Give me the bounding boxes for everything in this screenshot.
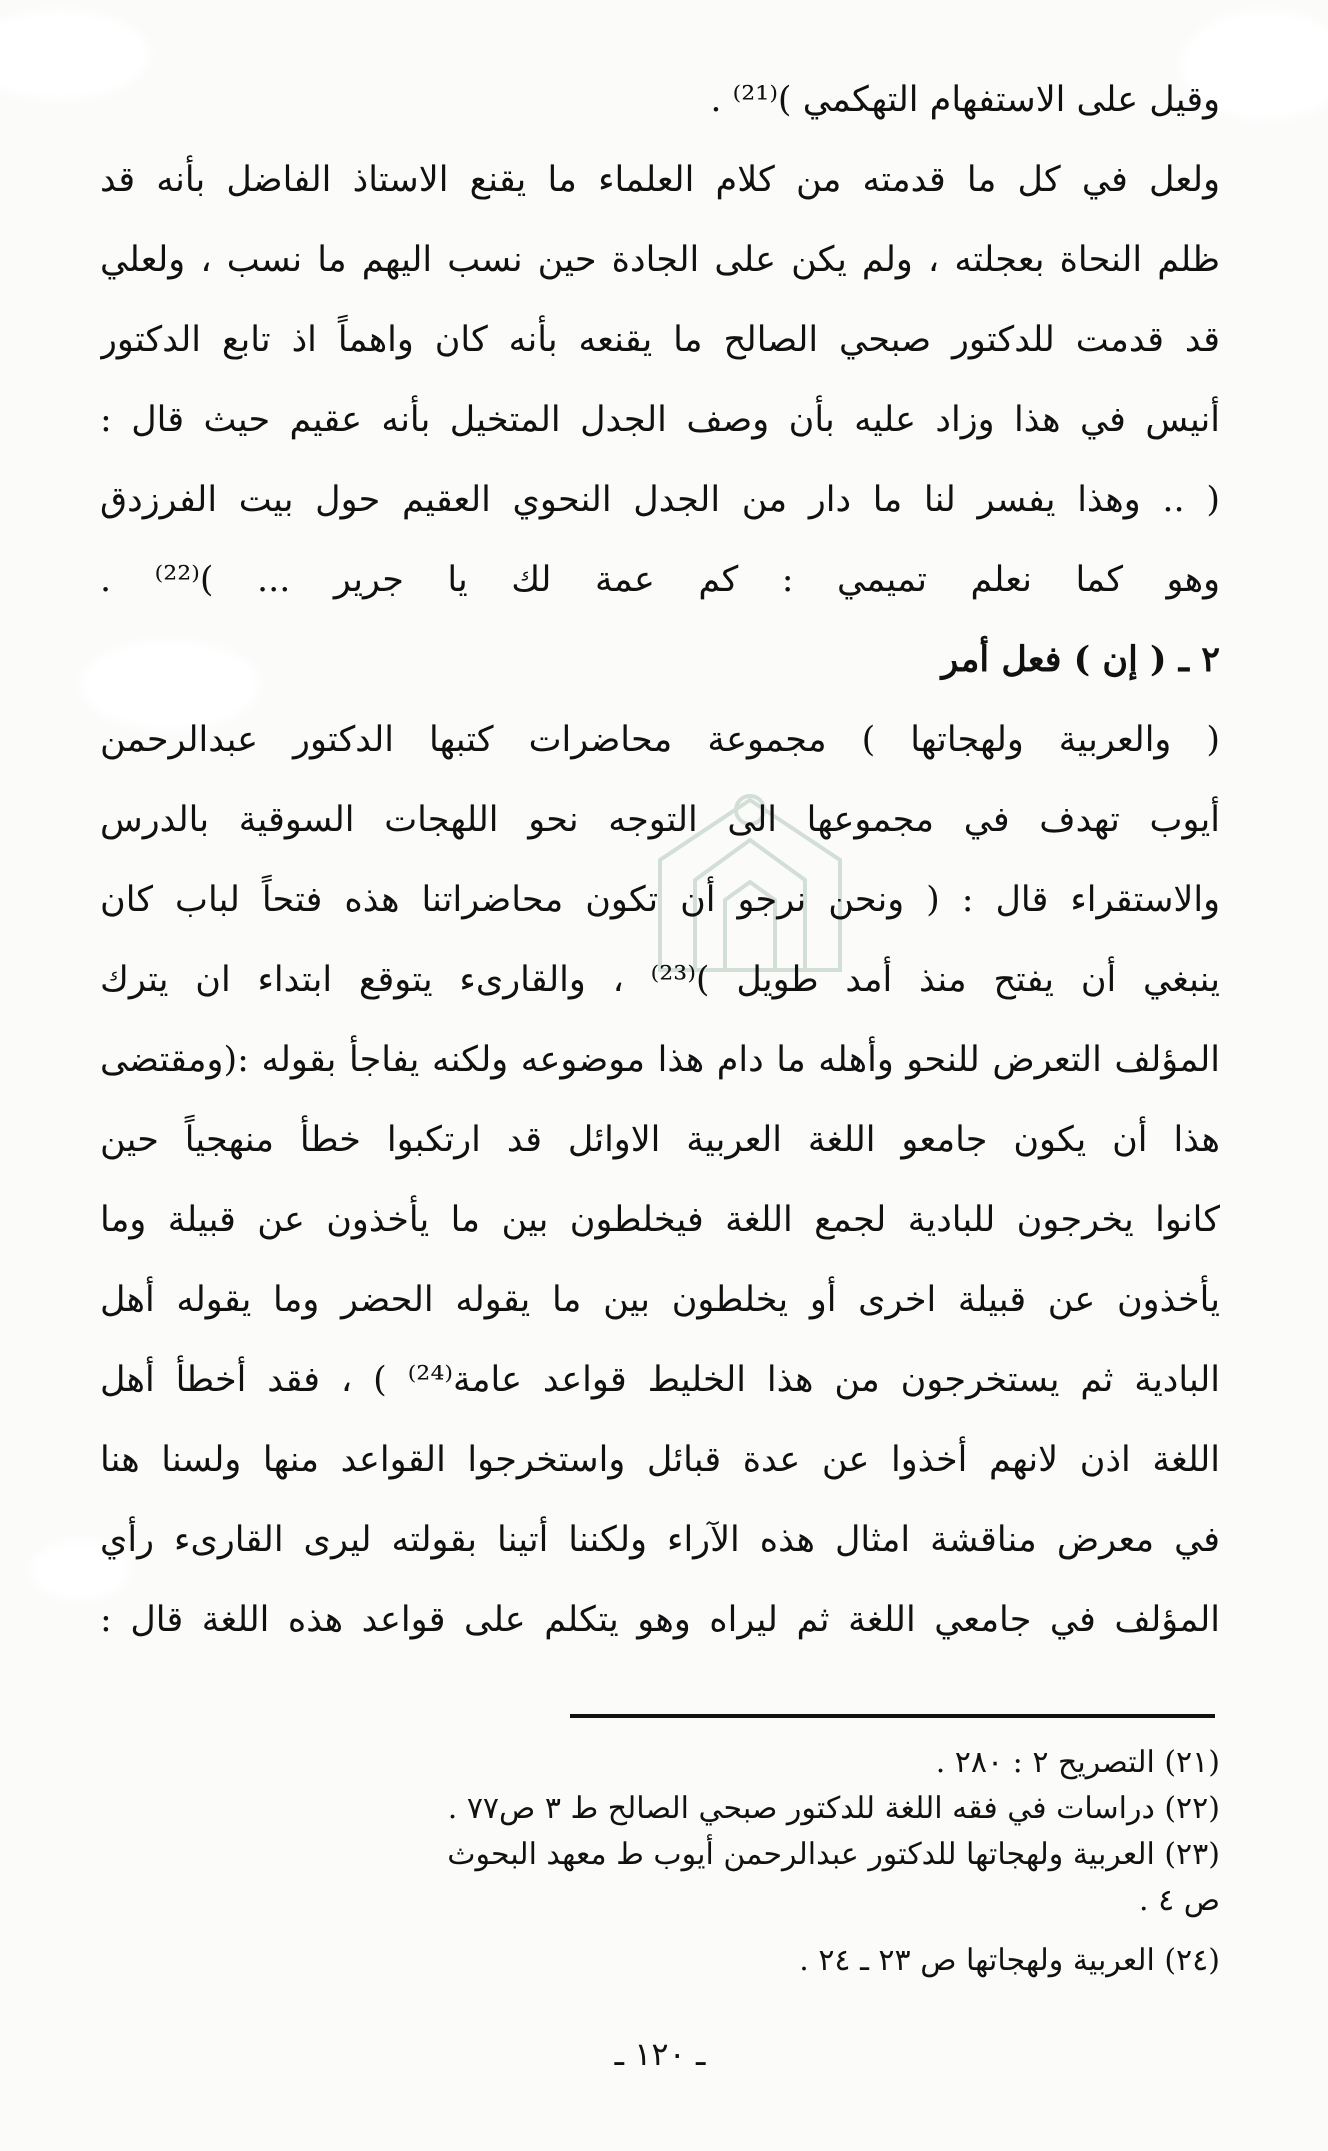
text-line: البادية ثم يستخرجون من هذا الخليط قواعد عامة⁽²⁴⁾ ) ، فقد أخطأ أهل: [100, 1360, 1220, 1400]
text-line: أيوب تهدف في مجموعها الى التوجه نحو اللهجات السوقية بالدرس: [100, 800, 1220, 840]
text-line: قد قدمت للدكتور صبحي الصالح ما يقنعه بأنه كان واهماً اذ تابع الدكتور: [100, 320, 1220, 360]
page-number: ـ ١٢٠ ـ: [614, 2035, 706, 2073]
footnote: (٢٤) العربية ولهجاتها ص ٢٣ ـ ٢٤ .: [799, 1943, 1220, 1978]
text-line: يأخذون عن قبيلة اخرى أو يخلطون بين ما يقوله الحضر وما يقوله أهل: [100, 1280, 1220, 1320]
text-line: ( .. وهذا يفسر لنا ما دار من الجدل النحوي العقيم حول بيت الفرزدق: [100, 480, 1220, 520]
text-line: كانوا يخرجون للبادية لجمع اللغة فيخلطون بين ما يأخذون عن قبيلة وما: [100, 1200, 1220, 1240]
text-line: والاستقراء قال : ( ونحن نرجو أن تكون محاضراتنا هذه فتحاً لباب كان: [100, 880, 1220, 920]
text-line: اللغة اذن لانهم أخذوا عن عدة قبائل واستخرجوا القواعد منها ولسنا هنا: [100, 1440, 1220, 1480]
text-line: في معرض مناقشة امثال هذه الآراء ولكننا أتينا بقولته ليرى القارىء رأي: [100, 1520, 1220, 1560]
footnote: (٢٢) دراسات في فقه اللغة للدكتور صبحي الصالح ط ٣ ص٧٧ .: [447, 1791, 1220, 1826]
text-line: وهو كما نعلم تميمي : كم عمة لك يا جرير ... )⁽²²⁾ .: [100, 560, 1220, 600]
footnote-continuation: ص ٤ .: [1138, 1883, 1220, 1918]
text-line: أنيس في هذا وزاد عليه بأن وصف الجدل المتخيل بأنه عقيم حيث قال :: [100, 400, 1220, 440]
text-line: ظلم النحاة بعجلته ، ولم يكن على الجادة حين نسب اليهم ما نسب ، ولعلي: [100, 240, 1220, 280]
footnote-divider: [570, 1714, 1215, 1718]
text-line: المؤلف في جامعي اللغة ثم ليراه وهو يتكلم على قواعد هذه اللغة قال :: [100, 1600, 1220, 1640]
text-line: المؤلف التعرض للنحو وأهله ما دام هذا موضوعه ولكنه يفاجأ بقوله :(ومقتضى: [100, 1040, 1220, 1080]
page-body: [100, 60, 1220, 1660]
footnote: (٢١) التصريح ٢ : ٢٨٠ .: [935, 1745, 1220, 1780]
text-line: ولعل في كل ما قدمته من كلام العلماء ما يقنع الاستاذ الفاضل بأنه قد: [100, 160, 1220, 200]
text-line: ينبغي أن يفتح منذ أمد طويل )⁽²³⁾ ، والقارىء يتوقع ابتداء ان يترك: [100, 960, 1220, 1000]
footnotes: [100, 1740, 1220, 1984]
section-heading: ٢ ـ ( إن ) فعل أمر: [941, 639, 1220, 680]
text-line: هذا أن يكون جامعو اللغة العربية الاوائل قد ارتكبوا خطأ منهجياً حين: [100, 1120, 1220, 1160]
text-line: وقيل على الاستفهام التهكمي )⁽²¹⁾ .: [710, 80, 1220, 120]
footnote: (٢٣) العربية ولهجاتها للدكتور عبدالرحمن أيوب ط معهد البحوث: [447, 1837, 1220, 1872]
text-line: ( والعربية ولهجاتها ) مجموعة محاضرات كتبها الدكتور عبدالرحمن: [100, 720, 1220, 760]
